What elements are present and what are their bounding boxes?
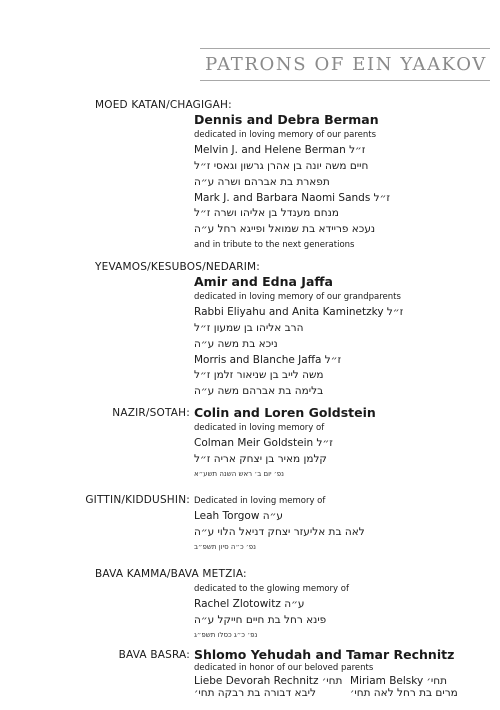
hebrew-line: הרב אליהו בן שמעון ז״ל (194, 322, 304, 334)
dedication-line: dedicated in loving memory of our grandparents (194, 292, 401, 302)
section-label: GITTIN/KIDDUSHIN: (85, 494, 190, 506)
section-label: NAZIR/SOTAH: (112, 407, 190, 419)
memorial-line: Leah Torgow ע״ה (194, 510, 283, 522)
memorial-line: Colman Meir Goldstein ז״ל (194, 437, 333, 449)
dedication-line: dedicated in loving memory of (194, 423, 325, 433)
memorial-line: Melvin J. and Helene Berman ז״ל (194, 144, 366, 156)
date-note: נפ׳ יום ב׳ ראש השנה תשע״א (194, 470, 284, 478)
hebrew-line: ניכא בת משה ע״ה (194, 338, 278, 350)
memorial-line: Miriam Belsky תחי׳ (350, 675, 448, 687)
dedication-line: dedicated in loving memory of our parents (194, 130, 376, 140)
hebrew-line: ליבא דבורה בת רבקה תחי׳ (194, 687, 316, 699)
donor-name: Amir and Edna Jaffa (194, 274, 333, 289)
donor-name: Dennis and Debra Berman (194, 112, 379, 127)
hebrew-line: נעכא פריידא בת שמואל ופייגא רחל ע״ה (194, 223, 376, 235)
section-label: BAVA BASRA: (118, 649, 190, 661)
memorial-line: Mark J. and Barbara Naomi Sands ז״ל (194, 192, 391, 204)
title-rule-top (200, 48, 490, 49)
hebrew-line: פינא רחל בת חיים חייקל ע״ה (194, 614, 327, 626)
section-label: MOED KATAN/CHAGIGAH: (95, 99, 232, 111)
memorial-line: Rachel Zlotowitz ע״ה (194, 598, 305, 610)
hebrew-line: קלמן מאיר בן יצחק אריה ז״ל (194, 453, 327, 465)
hebrew-line: מרים בת רחל לאה תחי׳ (350, 687, 458, 699)
donor-name: Colin and Loren Goldstein (194, 405, 376, 420)
memorial-line: Liebe Devorah Rechnitz תחי׳ (194, 675, 343, 687)
section-label: BAVA KAMMA/BAVA METZIA: (95, 568, 247, 580)
page-title: PATRONS OF EIN YAAKOV (205, 54, 487, 75)
section-label: YEVAMOS/KESUBOS/NEDARIM: (95, 261, 260, 273)
dedication-line: dedicated to the glowing memory of (194, 584, 349, 594)
donor-name: Shlomo Yehudah and Tamar Rechnitz (194, 647, 455, 662)
hebrew-line: לאה בת אליעזר יצחק דניאל הלוי ע״ה (194, 526, 365, 538)
memorial-line: Morris and Blanche Jaffa ז״ל (194, 354, 342, 366)
title-rule-bottom (200, 80, 490, 81)
date-note: נפ׳ כ״ה סיון תשפ״ב (194, 543, 256, 551)
hebrew-line: תפארת בת אברהם ושרה ע״ה (194, 176, 330, 188)
tribute-line: and in tribute to the next generations (194, 240, 355, 250)
hebrew-line: משה לייב בן שניאור זלמן ז״ל (194, 369, 324, 381)
date-note: נפ׳ כ״ג כסלו תשפ״ג (194, 631, 258, 639)
hebrew-line: מנחם מענדל בן אליהו ושרה ז״ל (194, 207, 339, 219)
dedication-line: Dedicated in loving memory of (194, 496, 326, 506)
dedication-line: dedicated in honor of our beloved parents (194, 663, 374, 673)
hebrew-line: בלימה בת אברהם משה ע״ה (194, 385, 324, 397)
memorial-line: Rabbi Eliyahu and Anita Kaminetzky ז״ל (194, 306, 404, 318)
hebrew-line: חיים משה יונה בן אהרן גרשון וגאסי ז״ל (194, 160, 369, 172)
